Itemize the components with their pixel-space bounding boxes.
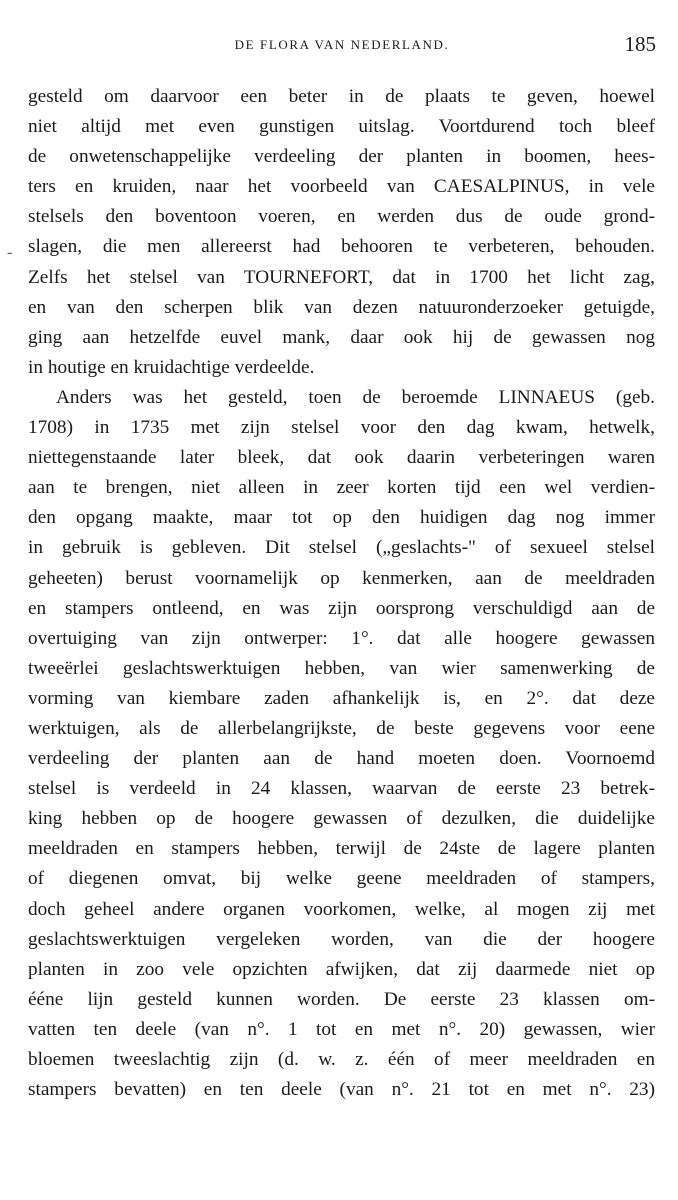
text-line: ters en kruiden, naar het voorbeeld van CAESALPINUS, in vele [28, 176, 655, 198]
text-line: en stampers ontleend, en was zijn oorsprong verschuldigd aan de [28, 597, 655, 619]
text-line: geheeten) berust voornamelijk op kenmerken, aan de meeldraden [28, 567, 655, 589]
text-line: geslachtswerktuigen vergeleken worden, van die der hoogere [28, 928, 655, 950]
text-line: niettegenstaande later bleek, dat ook daarin verbeteringen waren [28, 447, 655, 469]
text-line: werktuigen, als de allerbelangrijkste, de beste gegevens voor eene [28, 717, 655, 739]
text-line: stampers bevatten) en ten deele (van n°. 21 tot en met n°. 23) [28, 1079, 655, 1101]
text-line: tweeërlei geslachtswerktuigen hebben, van wier samenwerking de [28, 657, 655, 679]
text-line: doch geheel andere organen voorkomen, welke, al mogen zij met [28, 898, 655, 920]
text-line: overtuiging van zijn ontwerper: 1°. dat alle hoogere gewassen [28, 627, 655, 649]
text-line: of diegenen omvat, bij welke geene meeldraden of stampers, [28, 868, 655, 890]
text-line: ééne lijn gesteld kunnen worden. De eerste 23 klassen om- [28, 988, 655, 1010]
text-line: meeldraden en stampers hebben, terwijl de 24ste de lagere planten [28, 838, 655, 860]
text-line: vatten ten deele (van n°. 1 tot en met n°. 20) gewassen, wier [28, 1018, 655, 1040]
text-line: gesteld om daarvoor een beter in de plaats te geven, hoewel [28, 86, 655, 107]
text-line: king hebben op de hoogere gewassen of dezulken, die duidelijke [28, 808, 655, 830]
text-line: Zelfs het stelsel van TOURNEFORT, dat in 1700 het licht zag, [28, 266, 655, 288]
text-line: in gebruik is gebleven. Dit stelsel („geslachts-" of sexueel stelsel [28, 537, 655, 559]
text-line: niet altijd met even gunstigen uitslag. Voortdurend toch bleef [28, 116, 655, 138]
page-number: 185 [624, 32, 656, 56]
text-line: ging aan hetzelfde euvel mank, daar ook hij de gewassen nog [28, 326, 655, 348]
text-line: in houtige en kruidachtige verdeelde. [28, 356, 315, 378]
text-line: en van den scherpen blik van dezen natuuronderzoeker getuigde, [28, 296, 655, 318]
running-head [28, 33, 656, 57]
text-line: stelsels den boventoon voeren, en werden dus de oude grond- [28, 206, 655, 228]
text-line: verdeeling der planten aan de hand moeten doen. Voornoemd [28, 748, 655, 770]
paragraph-first-line: Anders was het gesteld, toen de beroemde LINNAEUS (geb. [56, 386, 655, 408]
text-body [28, 82, 655, 1105]
text-line: aan te brengen, niet alleen in zeer korten tijd een wel verdien- [28, 477, 655, 499]
text-line: slagen, die men allereerst had behooren te verbeteren, behouden. [28, 236, 655, 258]
text-line: planten in zoo vele opzichten afwijken, dat zij daarmede niet op [28, 958, 655, 980]
text-line: bloemen tweeslachtig zijn (d. w. z. één of meer meeldraden en [28, 1049, 655, 1070]
running-title: DE FLORA VAN NEDERLAND. [234, 37, 450, 52]
text-line: 1708) in 1735 met zijn stelsel voor den dag kwam, hetwelk, [28, 417, 655, 439]
text-line: vorming van kiembare zaden afhankelijk is, en 2°. dat deze [28, 687, 655, 709]
margin-mark: - [7, 244, 13, 261]
text-line: den opgang maakte, maar tot op den huidigen dag nog immer [28, 507, 655, 529]
text-line: stelsel is verdeeld in 24 klassen, waarvan de eerste 23 betrek- [28, 778, 655, 800]
text-line: de onwetenschappelijke verdeeling der planten in boomen, hees- [28, 146, 655, 168]
